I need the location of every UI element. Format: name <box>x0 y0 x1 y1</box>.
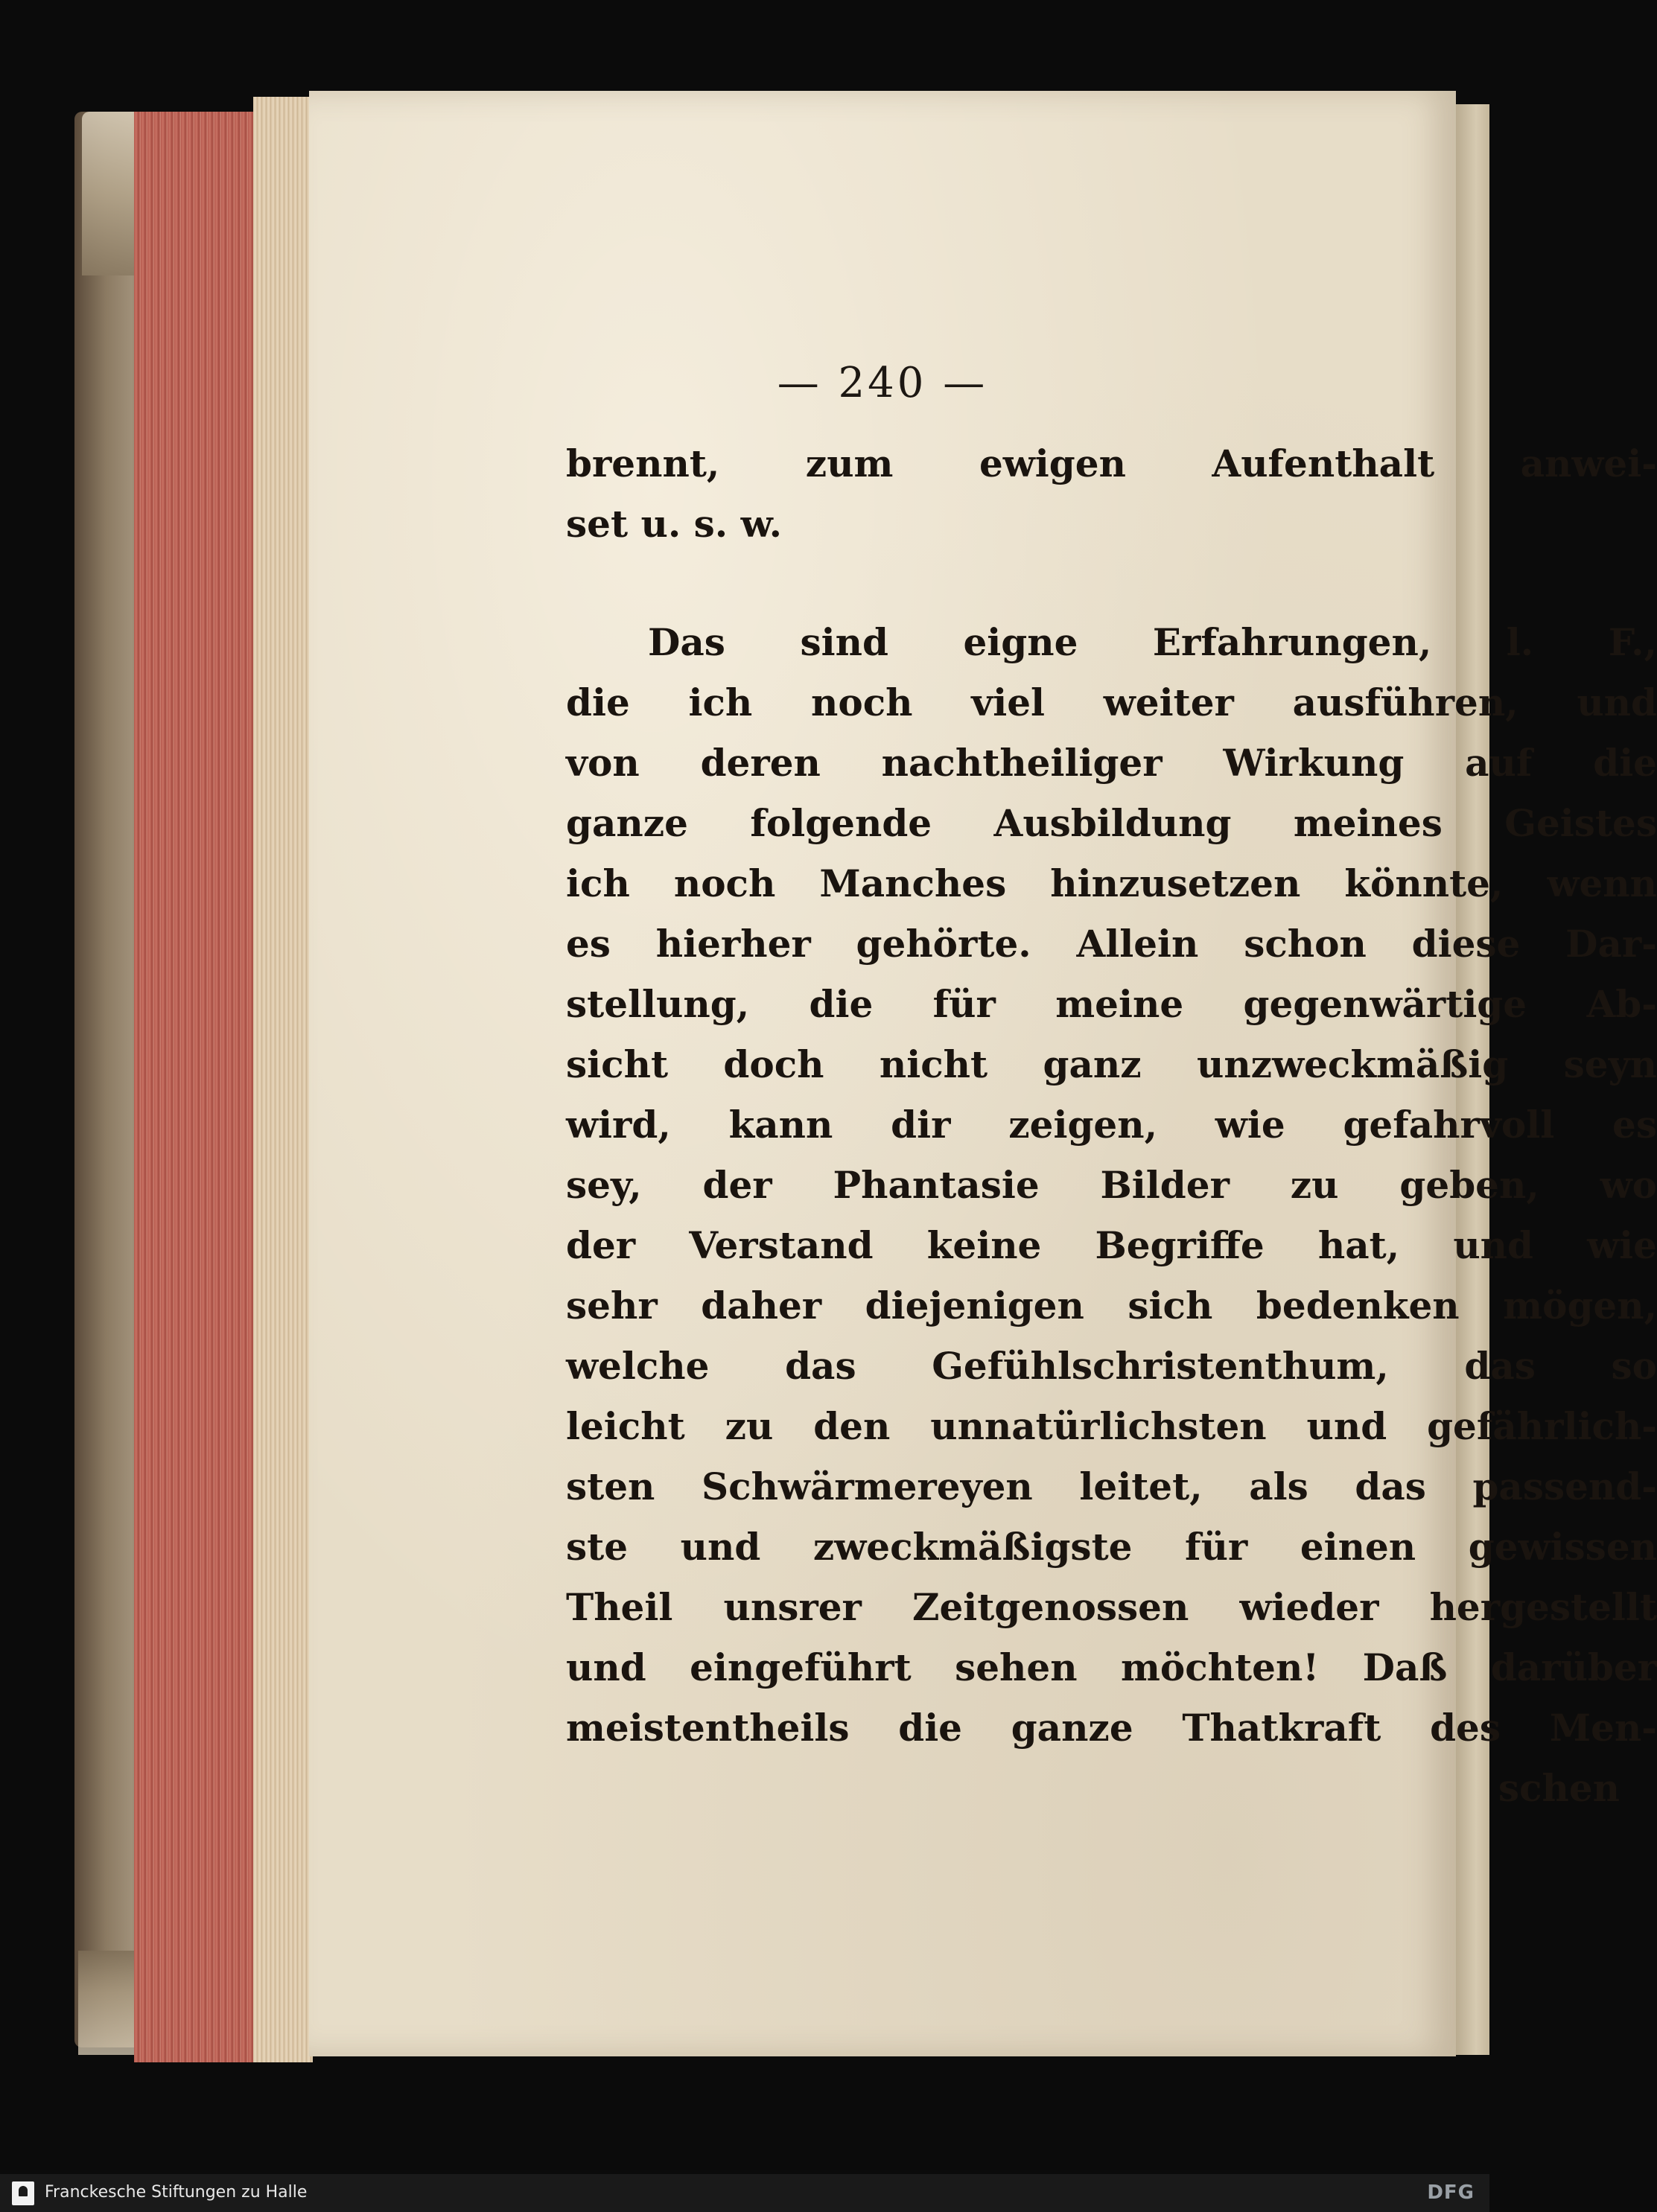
text-line: sey, der Phantasie Bilder zu geben, wo <box>566 1163 1657 1207</box>
text-line: sten Schwärmereyen leitet, als das passend- <box>566 1464 1657 1508</box>
text-line: ste und zweckmäßigste für einen gewissen <box>566 1525 1657 1569</box>
institution-logo-icon <box>12 2181 34 2205</box>
text-line: set u. s. w. <box>566 502 783 546</box>
text-line: wird, kann dir zeigen, wie gefahrvoll es <box>566 1103 1657 1147</box>
catchword: schen <box>1498 1766 1620 1810</box>
text-line: sicht doch nicht ganz unzweckmäßig seyn <box>566 1042 1657 1086</box>
text-line: es hierher gehörte. Allein schon diese Dar- <box>566 922 1657 966</box>
dfg-logo: DFG <box>1427 2181 1475 2204</box>
text-line: leicht zu den unnatürlichsten und gefährlich- <box>566 1404 1657 1448</box>
page-edges-light <box>253 97 313 2062</box>
text-line: Theil unsrer Zeitgenossen wieder hergestellt <box>566 1585 1657 1629</box>
text-line: und eingeführt sehen möchten! Daß darüber <box>566 1645 1657 1689</box>
paragraph-gap <box>566 554 1657 612</box>
text-line: die ich noch viel weiter ausführen, und <box>566 681 1657 724</box>
text-line: meistentheils die ganze Thatkraft des Men- <box>566 1706 1657 1750</box>
text-line: der Verstand keine Begriffe hat, und wie <box>566 1223 1657 1267</box>
text-line: ich noch Manches hinzusetzen könnte, wenn <box>566 861 1657 905</box>
red-page-edges <box>134 112 261 2062</box>
text-line: welche das Gefühlschristenthum, das so <box>566 1344 1657 1388</box>
text-line: von deren nachtheiliger Wirkung auf die <box>566 741 1657 785</box>
page-text <box>566 433 1657 1818</box>
text-line: Das sind eigne Erfahrungen, l. F., <box>648 620 1657 664</box>
institution-label: Franckesche Stiftungen zu Halle <box>45 2183 308 2202</box>
page-number: — 240 — <box>777 359 988 407</box>
text-line: sehr daher diejenigen sich bedenken mögen, <box>566 1284 1657 1327</box>
text-line: ganze folgende Ausbildung meines Geistes <box>566 801 1657 845</box>
text-line: stellung, die für meine gegenwärtige Ab- <box>566 982 1657 1026</box>
footer-bar <box>0 2174 1489 2212</box>
text-line: brennt, zum ewigen Aufenthalt anwei- <box>566 442 1657 485</box>
book-page <box>309 91 1657 2056</box>
